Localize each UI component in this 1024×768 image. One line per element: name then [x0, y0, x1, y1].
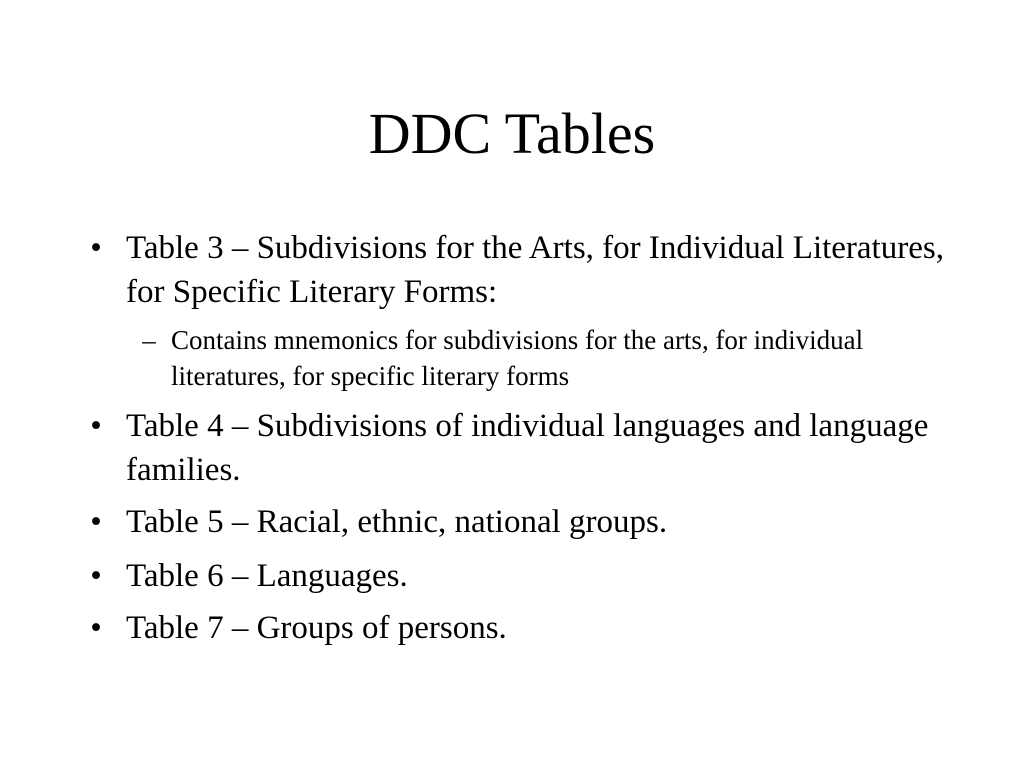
bullet-marker: •	[90, 610, 102, 646]
bullet-item-table-4	[90, 404, 946, 492]
bullet-text: Table 3 – Subdivisions for the Arts, for Individual Literatures, for Specific Literary Forms:	[126, 230, 944, 310]
bullet-marker: •	[90, 558, 102, 594]
sub-bullet-text: Contains mnemonics for subdivisions for the arts, for individual literatures, for specific literary forms	[171, 325, 864, 391]
bullet-text: Table 6 – Languages.	[126, 558, 408, 594]
bullet-item-table-5	[90, 500, 946, 544]
bullet-item-table-6	[90, 554, 946, 598]
bullet-text: Table 4 – Subdivisions of individual languages and language families.	[126, 408, 929, 488]
bullet-marker: •	[90, 408, 102, 444]
bullet-text: Table 5 – Racial, ethnic, national groups.	[126, 504, 668, 540]
bullet-text: Table 7 – Groups of persons.	[126, 610, 507, 646]
bullet-item-table-3	[90, 226, 946, 314]
bullet-marker: •	[90, 230, 102, 266]
bullet-item-table-7	[90, 606, 946, 650]
bullet-marker: •	[90, 504, 102, 540]
sub-bullet-item-table-3	[142, 322, 931, 394]
sub-bullet-marker: –	[142, 325, 156, 355]
slide-title: DDC Tables	[368, 101, 656, 166]
